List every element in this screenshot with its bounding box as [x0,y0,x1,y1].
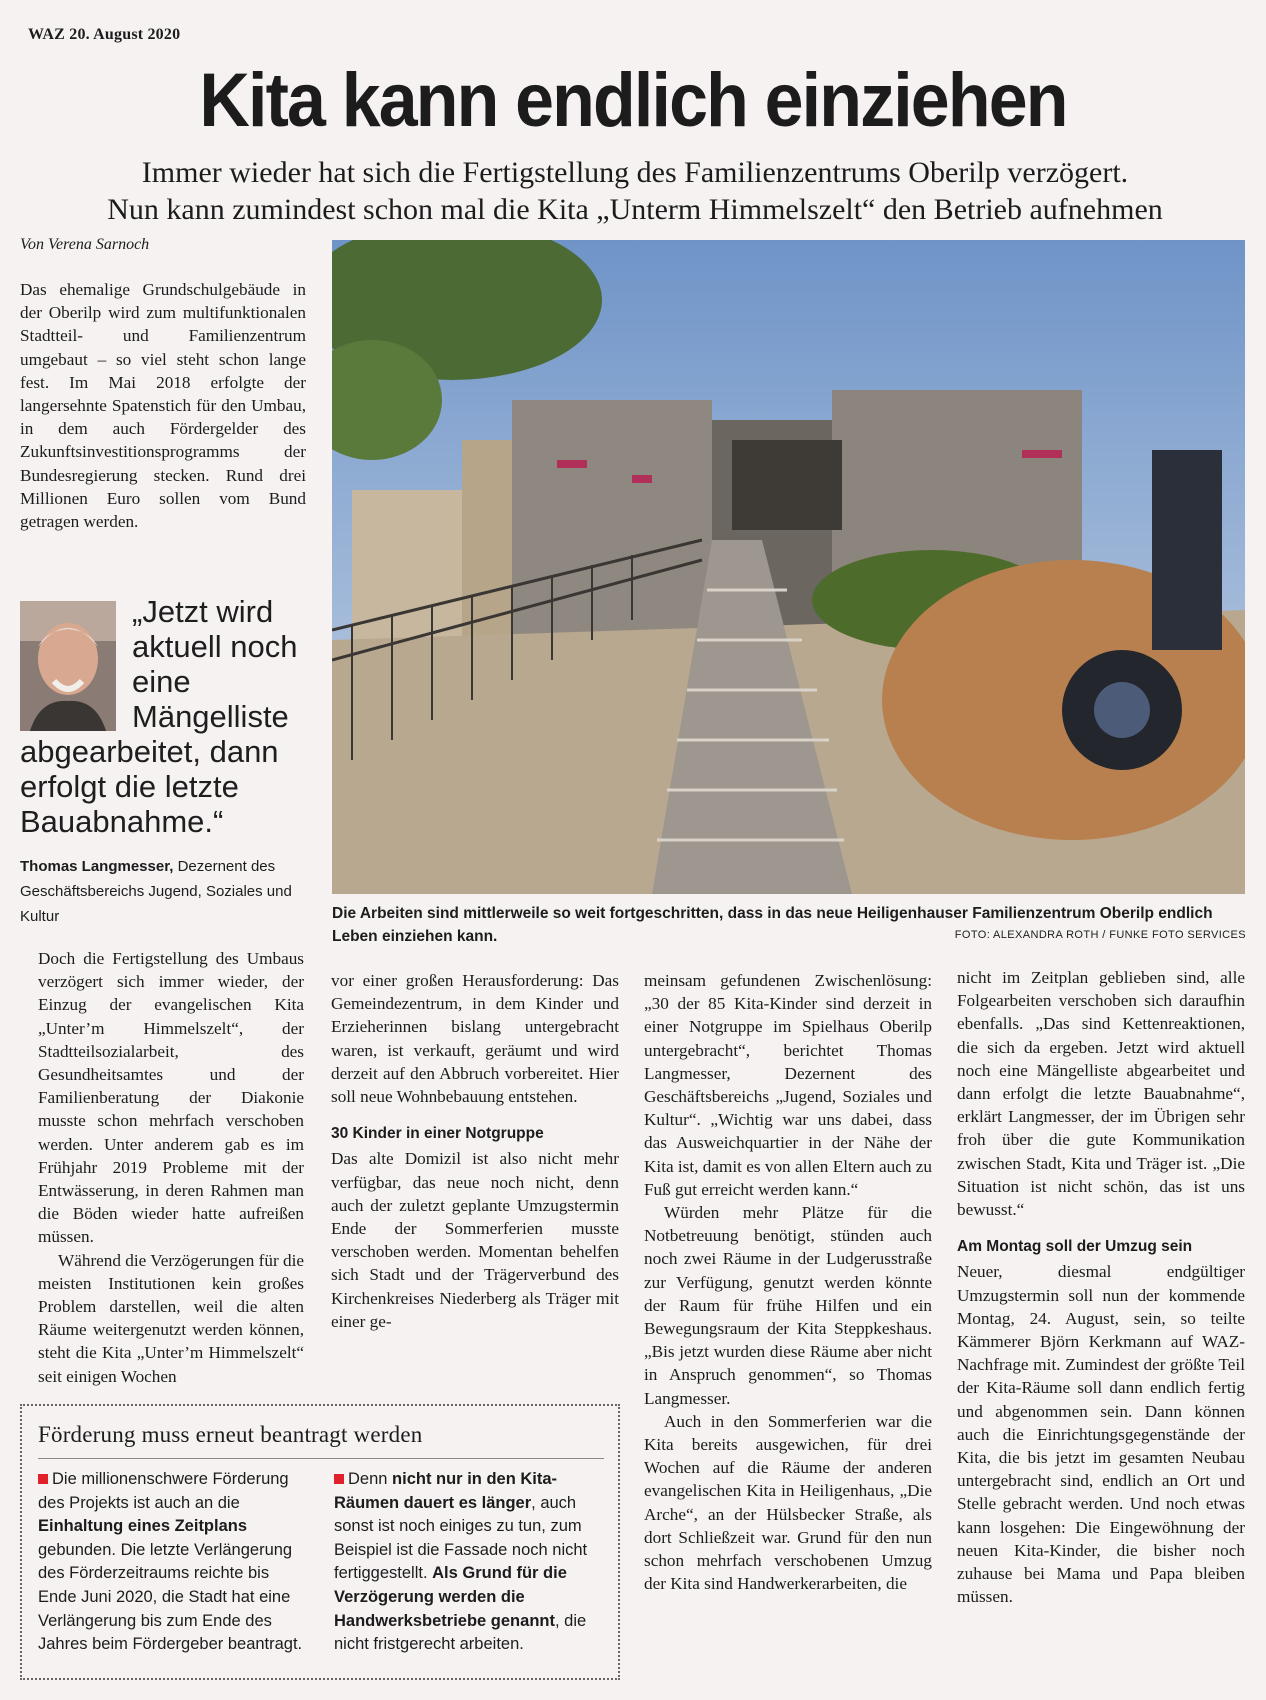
photo-caption: Die Arbeiten sind mittlerweile so weit fortgeschritten, dass in das neue Heiligenhauser Familienzentrum Oberilp endlich Leben einziehen kann. [332,905,1213,945]
subheadline-line-1: Immer wieder hat sich die Fertigstellung des Familienzentrums Oberilp verzögert. [141,156,1129,189]
main-photo [332,240,1245,894]
text-run: , auch sonst ist noch einiges zu tun, zum Beispiel ist die Fassade noch nicht fertiggestellt. [334,1493,588,1583]
pull-quote-attribution [20,854,310,929]
paragraph: nicht im Zeitplan geblieben sind, alle Folgearbeiten verschoben sich daraufhin ebenfalls. „Das sind Kettenreaktionen, die sich da ergeben. Jetzt wird aktuell noch eine Mängelliste abgearbeitet und dann erfolgt die letzte Bauabnahme“, erklärt Langmesser, der im Übrigen sehr froh über die gute Kommunikation zwischen Stadt, Kita und Träger ist. „Die Situation ist nicht schön, das ist uns bewusst.“ [957,968,1245,1220]
pull-quote-text-a: „Jetzt wird aktuell noch eine Mängelliste [132,594,298,734]
paragraph: Neuer, diesmal endgültiger Umzugstermin soll nun der kommende Montag, 24. August, sein, so teilte Kämmerer Björn Kerkmann auf WAZ-Nachfrage mit. Zumindest der größte Teil der Kita-Räume soll dann endlich fertig und abgenommen sein. Dann können auch die Einrichtungsgegenstände der Kita, die bis jetzt im gesamten Neubau untergebracht sind, endlich an Ort und Stelle gebracht werden. Und noch etwas kann losgehen: Die Eingewöhnung der neuen Kita-Kinder, die bisher noch zuhause bei Mama und Papa bleiben müssen. [957,1262,1245,1607]
pull-quote-text-b: abgearbeitet, dann erfolgt die letzte Bauabnahme.“ [20,734,279,839]
byline: Von Verena Sarnoch [20,236,150,253]
quote-author-role: Dezernent des Geschäftsbereichs Jugend, Soziales und Kultur [20,858,292,925]
headline: Kita kann endlich einziehen [199,58,1067,143]
article-column-2 [331,969,619,1333]
quote-author-name: Thomas Langmesser, [20,858,174,875]
bullet-square-icon [38,1474,48,1484]
text-run-bold: Als Grund für die Verzögerung werden die Handwerksbetriebe genannt [334,1564,567,1630]
pull-quote [20,594,315,839]
paragraph: Auch in den Sommerferien war die Kita bereits ausgewichen, für drei Wochen auf die Räume der anderen evangelischen Kita in Heiligenhaus, „Die Arche“, an der Hülsbecker Straße, als dort Schließzeit war. Grund für den nun schon mehrfach verschobenen Umzug der Kita sind Handwerkerarbeiten, die [644,1411,932,1594]
text-run-bold: Einhaltung eines Zeitplans [38,1517,248,1536]
info-box-left-text [38,1468,304,1657]
article-column-4 [957,966,1245,1608]
text-run: , die nicht fristgerecht arbeiten. [334,1611,587,1654]
info-box-title: Förderung muss erneut beantragt werden [38,1422,423,1447]
subheadline [20,154,1250,228]
paragraph: Während die Verzögerungen für die meisten Institutionen kein großes Problem darstellen, weil die alten Räume weitergenutzt werden können, steht die Kita „Unter’m Himmelszelt“ seit einigen Wochen [38,1250,304,1386]
text-run: Denn [348,1470,393,1488]
paragraph: Das alte Domizil ist also nicht mehr verfügbar, das neue noch nicht, denn auch der zuletzt geplante Umzugstermin Ende der Sommerferien musste verschoben werden. Momentan behelfen sich Stadt und der Trägerverbund des Kirchenkreises Niederberg als Träger mit einer ge- [331,1149,619,1331]
paragraph: Würden mehr Plätze für die Notbetreuung benötigt, stünden auch noch zwei Räume in der Ludgerusstraße zur Verfügung, genutzt werden könnte der Raum für frühe Hilfen und ein Bewegungsraum der Kita Steppkeshaus. „Bis jetzt wurden diese Räume aber nicht in Anspruch genommen“, so Thomas Langmesser. [644,1203,932,1408]
divider [38,1458,604,1459]
text-run: Die millionenschwere Förderung des Projekts ist auch an die [38,1470,289,1512]
intro-text: Das ehemalige Grundschulgebäude in der Oberilp wird zum multifunktionalen Stadtteil- und Familienzentrum umgebaut – so viel steht schon lange fest. Im Mai 2018 erfolgte der langersehnte Spatenstich für den Umbau, in dem auch Fördergelder des Zukunftsinvestitionsprogramms der Bundesregierung stecken. Rund drei Millionen Euro sollen vom Bund getragen werden. [20,280,306,532]
info-box-right-text [334,1468,604,1657]
intro-paragraph [20,278,306,533]
article-column-3 [644,969,932,1595]
text-run-bold: nicht nur in den Kita-Räumen dauert es länger [334,1470,558,1512]
info-box [20,1404,620,1680]
newspaper-source-date: WAZ 20. August 2020 [28,26,181,43]
construction-site-image [332,240,1245,894]
subheadline-line-2: Nun kann zumindest schon mal die Kita „Unterm Himmelszelt“ den Betrieb aufnehmen [107,193,1163,226]
paragraph: vor einer großen Herausforderung: Das Gemeindezentrum, in dem Kinder und Erzieherinnen bislang untergebracht waren, ist verkauft, geräumt und wird derzeit auf den Abbruch vorbereitet. Hier soll neue Wohnbebauung entstehen. [331,971,619,1107]
photo-credit: FOTO: ALEXANDRA ROTH / FUNKE FOTO SERVICES [954,929,1246,941]
section-subheading: 30 Kinder in einer Notgruppe [331,1125,544,1143]
paragraph: Doch die Fertigstellung des Umbaus verzögert sich immer wieder, der Einzug der evangelischen Kita „Unter’m Himmelszelt“, der Stadtteilsozialarbeit, des Gesundheitsamtes und der Familienberatung der Diakonie musste schon mehrfach verschoben werden. Unter anderem gab es im Frühjahr 2019 Probleme mit der Entwässerung, in deren Rahmen man die Böden wieder hatte aufreißen müssen. [38,949,304,1247]
section-subheading: Am Montag soll der Umzug sein [957,1238,1193,1256]
paragraph: meinsam gefundenen Zwischenlösung: „30 der 85 Kita-Kinder sind derzeit in einer Notgruppe im Spielhaus Oberilp untergebracht“, berichtet Thomas Langmesser, Dezernent des Geschäftsbereichs „Jugend, Soziales und Kultur“. „Wichtig war uns dabei, dass das Ausweichquartier in der Nähe der Kita ist, damit es von allen Eltern auch zu Fuß gut erreicht werden kann.“ [644,971,932,1199]
bullet-square-icon [334,1474,344,1484]
article-column-1 [38,947,304,1388]
text-run: gebunden. Die letzte Verlängerung des Förderzeitraums reichte bis Ende Juni 2020, die Stadt hat eine Verlängerung bis zum Ende des Jahres beim Fördergeber beantragt. [38,1540,303,1654]
